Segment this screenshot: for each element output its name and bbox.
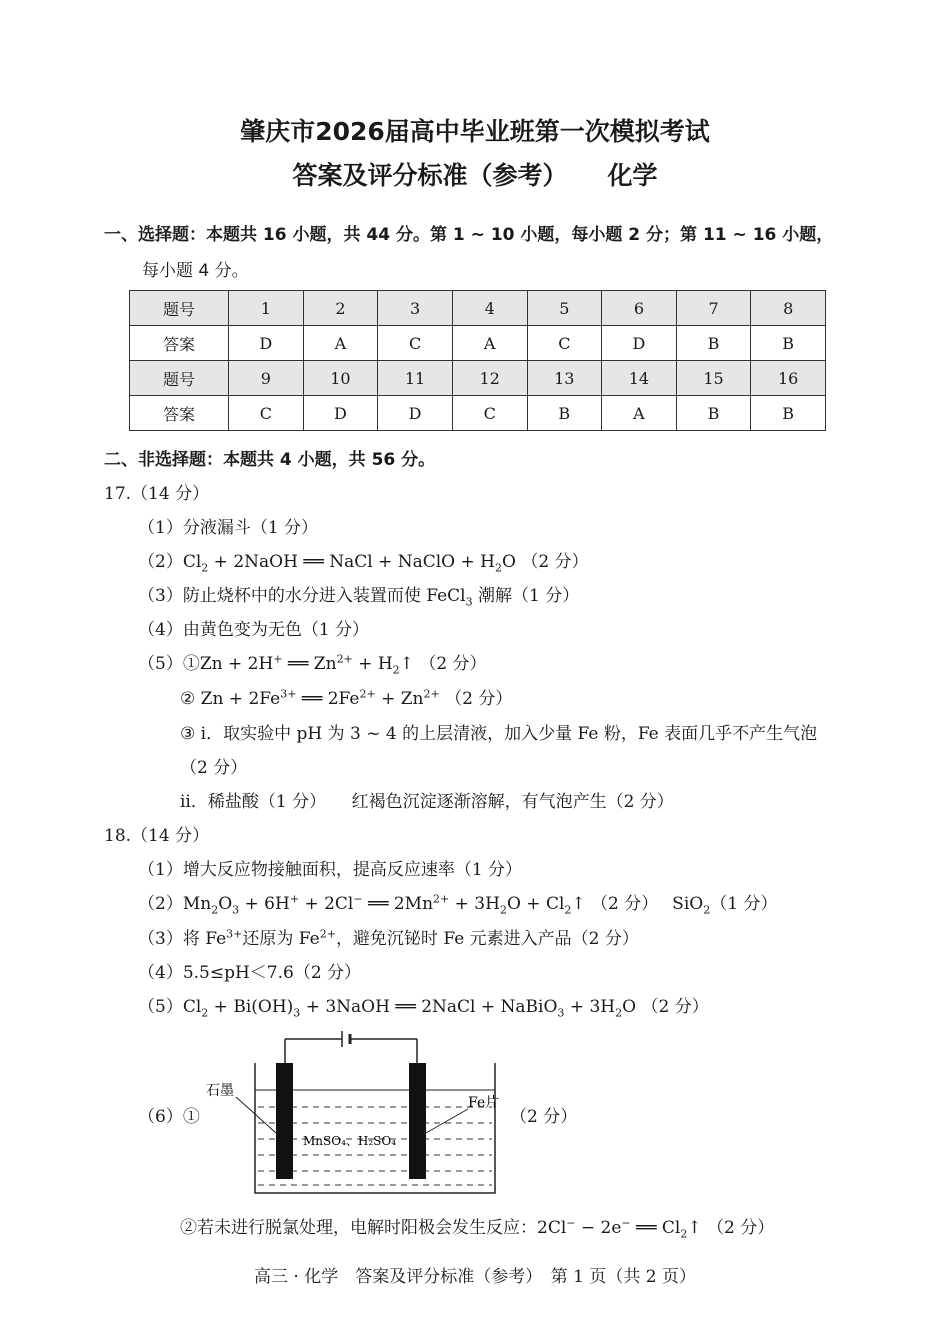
q18-heading: 18.（14 分） (104, 826, 210, 846)
q18-part1: （1）增大反应物接触面积，提高反应速率（1 分） (138, 860, 523, 880)
table-row (130, 326, 826, 361)
section1-heading-cont: 每小题 4 分。 (142, 261, 249, 281)
q-num: 13 (527, 361, 602, 396)
graphite-electrode (276, 1063, 293, 1179)
row-label: 题号 (130, 291, 229, 326)
page-title: 肇庆市2026届高中毕业班第一次模拟考试 (240, 117, 710, 146)
subject-label: 化学 (607, 161, 658, 190)
q-num: 1 (229, 291, 304, 326)
table-row (130, 361, 826, 396)
page-footer: 高三 · 化学 答案及评分标准（参考） 第 1 页（共 2 页） (254, 1267, 696, 1287)
q18-part6-2: ②若未进行脱氯处理，电解时阳极会发生反应：2Cl− − 2e− ══ $Cl_2↑$ （2 分） (180, 1216, 775, 1241)
answer-cell: A (602, 396, 677, 431)
iron-electrode (409, 1063, 426, 1179)
q-num: 5 (527, 291, 602, 326)
answer-table (129, 290, 826, 431)
iron-label: Fe片 (468, 1095, 500, 1111)
q17-part3: （3）防止烧杯中的水分进入装置而使 FeCl$_3$ 潮解（1 分） (138, 586, 580, 609)
subtitle-main: 答案及评分标准（参考） (292, 161, 568, 190)
q18-part3: （3）将 $Fe^{3+}$还原为 $Fe^{2+}$，避免沉铋时 Fe 元素进入产品（2 分） (138, 927, 639, 949)
answer-cell: D (229, 326, 304, 361)
row-label: 题号 (130, 361, 229, 396)
answer-cell: C (229, 396, 304, 431)
answer-cell: C (378, 326, 453, 361)
row-label: 答案 (130, 396, 229, 431)
q-num: 2 (303, 291, 378, 326)
q18-part6-score: （2 分） (510, 1107, 578, 1127)
answer-cell: D (602, 326, 677, 361)
q18-part5: $(5)Cl_2 + Bi(OH)_3$ + 3NaOH ══ 2NaCl + NaBiO$_3$ + $3H_2O$ （2 分） (138, 997, 709, 1020)
section1-heading: 一、选择题：本题共 16 小题，共 44 分。第 1 ~ 10 小题，每小题 2 分；第 11 ~ 16 小题， (104, 225, 834, 245)
graphite-label: 石墨 (206, 1083, 234, 1099)
q-num: 7 (676, 291, 751, 326)
q18-part6-label: （6）① (138, 1107, 200, 1127)
q17-part5-3: ③ i．取实验中 pH 为 3 ~ 4 的上层清液，加入少量 Fe 粉，Fe 表面几乎不产生气泡 (180, 724, 818, 744)
q-num: 14 (602, 361, 677, 396)
q17-part4: （4）由黄色变为无色（1 分） (138, 620, 370, 640)
table-row (130, 291, 826, 326)
section2-heading: 二、非选择题：本题共 4 小题，共 56 分。 (104, 450, 436, 470)
q17-part5-3-score: （2 分） (180, 758, 248, 778)
q17-part5-ii: ii．稀盐酸（1 分） 红褐色沉淀逐渐溶解，有气泡产生（2 分） (180, 792, 674, 812)
q-num: 11 (378, 361, 453, 396)
q-num: 3 (378, 291, 453, 326)
answer-cell: D (303, 396, 378, 431)
answer-cell: B (676, 396, 751, 431)
q18-part4: （4）5.5≤pH＜7.6（2 分） (138, 963, 362, 983)
q-num: 16 (751, 361, 826, 396)
answer-cell: B (751, 326, 826, 361)
answer-cell: B (676, 326, 751, 361)
row-label: 答案 (130, 326, 229, 361)
q17-heading: 17.（14 分） (104, 484, 210, 504)
q17-part5-1: （5）①Zn + 2H+ ══ $Zn^{2+}$ + $H_2↑$ （2 分） (138, 652, 487, 677)
q-num: 12 (452, 361, 527, 396)
solution-label: MnSO₄、H₂SO₄ (303, 1134, 397, 1148)
q-num: 4 (452, 291, 527, 326)
answer-cell: B (751, 396, 826, 431)
q17-part1: （1）分液漏斗（1 分） (138, 518, 319, 538)
answer-cell: B (527, 396, 602, 431)
page-subtitle (0, 156, 950, 192)
table-row (130, 396, 826, 431)
q-num: 8 (751, 291, 826, 326)
q17-part2: $(2)Cl_2$ + 2NaOH ══ NaCl + NaClO + $H_2O$ （2 分） (138, 552, 589, 575)
answer-cell: A (452, 326, 527, 361)
q-num: 15 (676, 361, 751, 396)
answer-cell: D (378, 396, 453, 431)
q-num: 9 (229, 361, 304, 396)
answer-cell: C (527, 326, 602, 361)
q17-part5-2: ② $Zn + 2Fe^{3+}$ ══ $2Fe^{2+} + Zn^{2+}$ （2 分） (180, 687, 513, 709)
answer-cell: A (303, 326, 378, 361)
q-num: 6 (602, 291, 677, 326)
q18-part2: $(2)Mn_2O_3 + 6H^+ + 2Cl^-$ ══ $2Mn^{2+} + 3H_2O$ + $Cl_2↑$ （2 分） SiO$_2$（1 分） (138, 892, 778, 917)
q-num: 10 (303, 361, 378, 396)
answer-cell: C (452, 396, 527, 431)
